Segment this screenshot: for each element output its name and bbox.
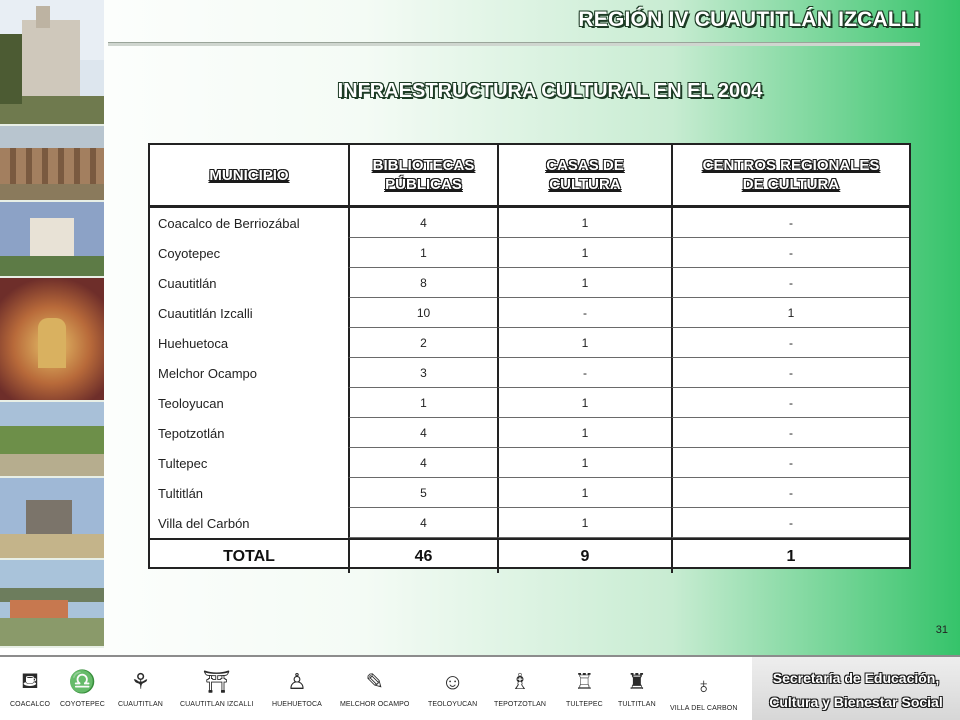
column-header-casas: CASAS DE CULTURA	[497, 145, 671, 205]
coyotepec-glyph-icon: ♎	[68, 669, 97, 694]
table-row	[150, 328, 909, 358]
casas-cell: 1	[497, 208, 671, 238]
municipio-label: TEOLOYUCAN	[428, 701, 478, 708]
church-photo	[0, 0, 104, 126]
centros-cell: -	[671, 238, 909, 268]
municipio-tepotzotlan	[494, 665, 546, 708]
casas-cell: 1	[497, 268, 671, 298]
municipio-cell: Cuautitlán	[158, 275, 217, 291]
casas-cell: 1	[497, 238, 671, 268]
municipio-cuautitlan	[118, 665, 163, 708]
bibliotecas-cell: 5	[348, 478, 497, 508]
page-number: 31	[935, 624, 948, 636]
centros-cell: -	[671, 208, 909, 238]
huehuetoca-glyph-icon: ♙	[287, 669, 307, 694]
casas-cell: 1	[497, 508, 671, 538]
municipio-cell: Coacalco de Berriozábal	[158, 215, 300, 231]
bibliotecas-cell: 3	[348, 358, 497, 388]
municipio-tultitlan	[618, 665, 656, 708]
table-row	[150, 298, 909, 328]
municipio-coyotepec	[60, 665, 105, 708]
municipio-label: COYOTEPEC	[60, 701, 105, 708]
cuautitlan-izcalli-glyph-icon: ⛩	[202, 669, 231, 694]
ruins-photo	[0, 478, 104, 560]
casas-cell: 1	[497, 418, 671, 448]
bibliotecas-cell: 4	[348, 208, 497, 238]
bibliotecas-cell: 4	[348, 508, 497, 538]
casas-cell: 1	[497, 328, 671, 358]
table-body	[150, 208, 909, 573]
total-row	[150, 538, 909, 573]
municipio-cell: Melchor Ocampo	[158, 365, 257, 381]
municipio-label: TULTITLAN	[618, 701, 656, 708]
table-row	[150, 268, 909, 298]
teoloyucan-glyph-icon: ☺	[441, 669, 464, 694]
municipio-label: TULTEPEC	[566, 701, 603, 708]
column-header-centros: CENTROS REGIONALES DE CULTURA	[671, 145, 909, 205]
tultepec-glyph-icon: ♖	[574, 669, 595, 694]
municipio-huehuetoca	[272, 665, 322, 708]
plaza-photo	[0, 560, 104, 648]
bibliotecas-cell: 10	[348, 298, 497, 328]
table-row	[150, 508, 909, 538]
table-row	[150, 448, 909, 478]
total-bibliotecas: 46	[348, 540, 497, 573]
bibliotecas-cell: 4	[348, 418, 497, 448]
municipio-cell: Teoloyucan	[158, 395, 224, 411]
casas-cell: 1	[497, 478, 671, 508]
table-row	[150, 388, 909, 418]
melchor-ocampo-glyph-icon: ✎	[365, 669, 384, 694]
municipio-cell: Tultepec	[158, 455, 208, 471]
municipio-cell: Villa del Carbón	[158, 515, 250, 531]
municipio-melchor-ocampo	[340, 665, 409, 708]
column-header-bibliotecas: BIBLIOTECAS PÚBLICAS	[348, 145, 497, 205]
tultitlan-glyph-icon: ♜	[626, 669, 647, 694]
centros-cell: -	[671, 388, 909, 418]
municipio-cell: Tepotzotlán	[158, 425, 225, 441]
municipio-label: HUEHUETOCA	[272, 701, 322, 708]
municipio-cell: Tultitlán	[158, 485, 204, 501]
tepotzotlan-glyph-icon: ♗	[510, 669, 530, 694]
region-title: REGIÓN IV CUAUTITLÁN IZCALLI	[578, 8, 920, 31]
municipio-label: CUAUTITLAN IZCALLI	[180, 701, 254, 708]
municipio-villa-del-carbon	[670, 669, 737, 712]
municipio-tultepec	[566, 665, 603, 708]
secretaria-line1: Secretaría de Educación,	[772, 669, 940, 686]
page-title: INFRAESTRUCTURA CULTURAL EN EL 2004	[337, 80, 763, 102]
column-header-municipio: MUNICIPIO	[209, 166, 289, 184]
arcade-photo	[0, 126, 104, 202]
centros-cell: -	[671, 268, 909, 298]
table-row	[150, 358, 909, 388]
centros-cell: -	[671, 478, 909, 508]
total-label: TOTAL	[223, 547, 275, 565]
kiosk-photo	[0, 202, 104, 278]
centros-cell: -	[671, 328, 909, 358]
table-header	[150, 145, 909, 208]
municipio-label: COACALCO	[10, 701, 51, 708]
bibliotecas-cell: 4	[348, 448, 497, 478]
table-row	[150, 208, 909, 238]
table-row	[150, 478, 909, 508]
park-photo	[0, 402, 104, 478]
table-row	[150, 418, 909, 448]
municipio-cuautitlan-izcalli	[180, 665, 253, 708]
footer	[0, 655, 960, 720]
centros-cell: -	[671, 418, 909, 448]
table-row	[150, 238, 909, 268]
secretaria-badge	[752, 657, 960, 720]
municipio-cell: Huehuetoca	[158, 335, 229, 351]
municipio-label: MELCHOR OCAMPO	[340, 701, 410, 708]
centros-cell: 1	[671, 298, 909, 328]
municipio-cell: Cuautitlán Izcalli	[158, 305, 253, 321]
bibliotecas-cell: 1	[348, 238, 497, 268]
centros-cell: -	[671, 358, 909, 388]
municipio-label: VILLA DEL CARBON	[670, 705, 738, 712]
secretaria-line2: Cultura y Bienestar Social	[769, 693, 943, 710]
total-centros: 1	[671, 540, 909, 573]
cuautitlan-glyph-icon: ⚘	[130, 669, 151, 694]
municipio-teoloyucan	[428, 665, 477, 708]
bibliotecas-cell: 8	[348, 268, 497, 298]
altarpiece-photo	[0, 278, 104, 402]
municipio-coacalco	[10, 665, 50, 708]
coacalco-glyph-icon: ⛾	[21, 667, 40, 693]
casas-cell: -	[497, 358, 671, 388]
casas-cell: 1	[497, 448, 671, 478]
centros-cell: -	[671, 508, 909, 538]
photo-strip	[0, 0, 104, 648]
municipio-cell: Coyotepec	[158, 245, 221, 261]
centros-cell: -	[671, 448, 909, 478]
casas-cell: -	[497, 298, 671, 328]
bibliotecas-cell: 1	[348, 388, 497, 418]
casas-cell: 1	[497, 388, 671, 418]
municipio-label: TEPOTZOTLAN	[494, 701, 547, 708]
header-rule	[108, 42, 920, 46]
infrastructure-table	[148, 143, 911, 569]
municipio-label: CUAUTITLAN	[118, 701, 163, 708]
total-casas: 9	[497, 540, 671, 573]
villa-del-carbon-glyph-icon: ♁	[695, 673, 712, 698]
municipio-icon-row	[0, 657, 752, 720]
bibliotecas-cell: 2	[348, 328, 497, 358]
